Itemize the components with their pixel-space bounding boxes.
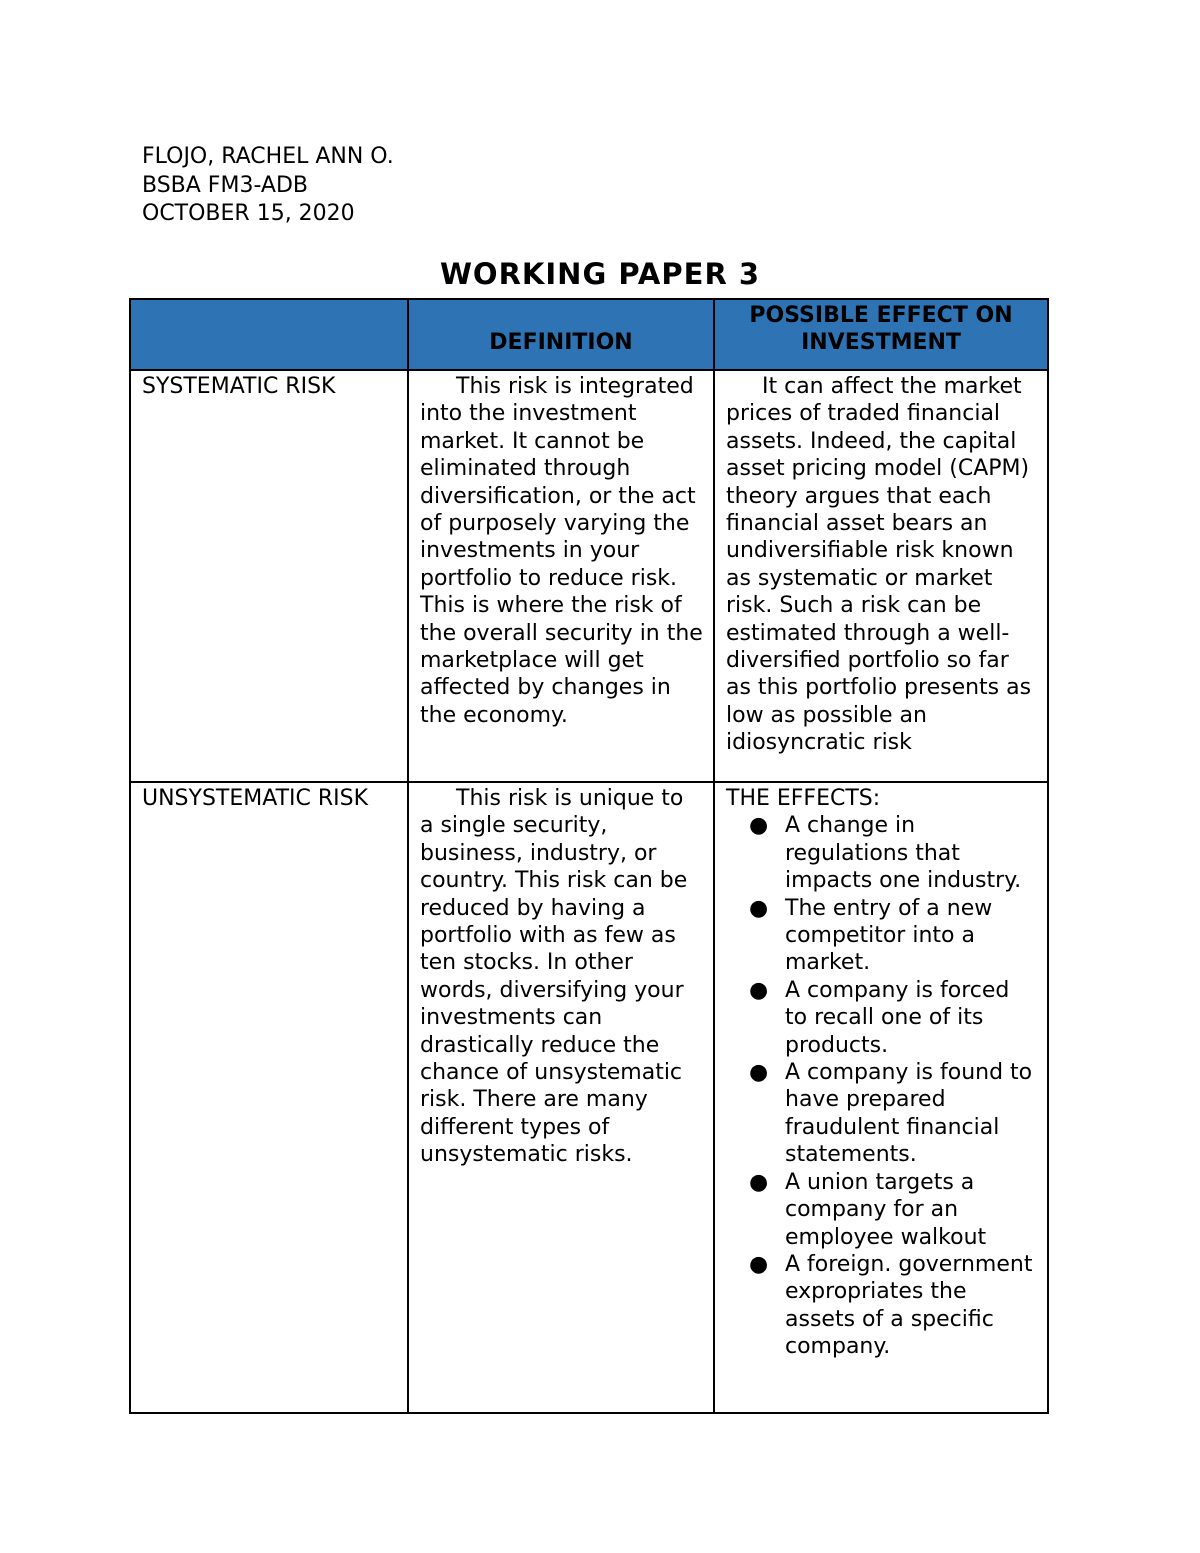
table-row <box>130 370 1048 782</box>
risk-name-cell <box>130 370 408 782</box>
effect-text: It can affect the market prices of traded financial assets. Indeed, the capital asset pricing model (CAPM) theory argues that each financial asset bears an undiversifiable risk known as systematic or market risk. Such a risk can be estimated through a well-diversified portfolio so far as this portfolio presents as low as possible an idiosyncratic risk <box>726 374 1032 756</box>
bullet-icon: ● <box>749 895 769 921</box>
list-item: ● A foreign. government expropriates the assets of a specific company. <box>749 1251 1033 1360</box>
risk-table <box>129 298 1049 1414</box>
student-name: FLOJO, RACHEL ANN O. <box>142 144 394 169</box>
bullet-icon: ● <box>749 1169 769 1195</box>
bullet-icon: ● <box>749 813 769 839</box>
submission-date: OCTOBER 15, 2020 <box>142 201 355 226</box>
list-item: ● The entry of a new competitor into a market. <box>749 895 993 976</box>
effects-list <box>726 812 1037 1360</box>
list-item: ● A company is found to have prepared fraudulent financial statements. <box>749 1060 1033 1168</box>
header-blank-cell <box>130 299 408 370</box>
bullet-icon: ● <box>749 1251 769 1277</box>
student-info <box>142 143 394 229</box>
bullet-icon: ● <box>749 1060 769 1086</box>
effect-cell <box>714 370 1048 782</box>
header-effect-label: POSSIBLE EFFECT ON INVESTMENT <box>749 303 1013 355</box>
definition-text: This risk is integrated into the investment market. It cannot be eliminated through diversification, or the act of purposely varying the investments in your portfolio to reduce risk. This is where the risk of the overall security in the marketplace will get affected by changes in the economy. <box>420 374 703 728</box>
risk-name: UNSYSTEMATIC RISK <box>142 786 369 811</box>
table-row <box>130 782 1048 1413</box>
header-definition-label: DEFINITION <box>489 330 633 355</box>
page-title: WORKING PAPER 3 <box>439 257 761 291</box>
list-item: ● A company is forced to recall one of its products. <box>749 977 1010 1058</box>
effects-heading: THE EFFECTS: <box>726 786 881 811</box>
course-section: BSBA FM3-ADB <box>142 172 308 198</box>
bullet-icon: ● <box>749 977 769 1003</box>
effect-cell <box>714 782 1048 1413</box>
definition-text: This risk is unique to a single security, business, industry, or country. This risk can be reduced by having a portfolio with as few as ten stocks. In other words, diversifying your investments can drastically reduce the chance of unsystematic risk. There are many different types of unsystematic risks. <box>420 786 688 1168</box>
table-header-row <box>130 299 1048 370</box>
list-item: ● A union targets a company for an employee walkout <box>749 1169 987 1250</box>
risk-name-cell <box>130 782 408 1413</box>
list-item: ● A change in regulations that impacts one industry. <box>749 813 1022 894</box>
risk-name: SYSTEMATIC RISK <box>142 374 336 399</box>
definition-cell <box>408 782 714 1413</box>
header-definition <box>408 299 714 370</box>
header-effect <box>714 299 1048 370</box>
definition-cell <box>408 370 714 782</box>
